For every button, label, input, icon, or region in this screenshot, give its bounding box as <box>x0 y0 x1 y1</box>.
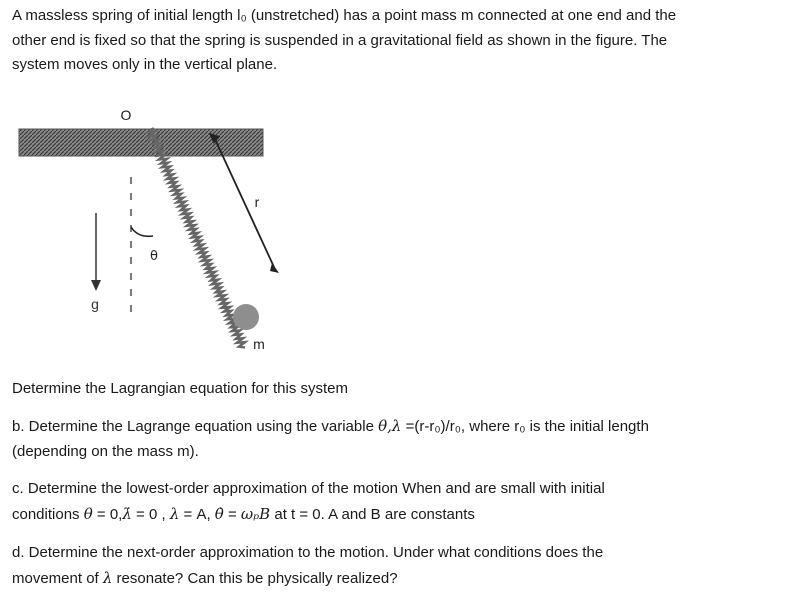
question-d-lambda: λ <box>102 568 113 587</box>
question-c-theta: θ <box>83 504 93 523</box>
gravity-label: g <box>91 296 99 312</box>
intro-line-1: A massless spring of initial length l₀ (unstretched) has a point mass m connected at one end and the <box>12 7 677 24</box>
point-mass <box>233 304 259 330</box>
question-a <box>12 377 772 402</box>
question-b-symbols: θ,λ <box>378 417 402 435</box>
question-b-part1: b. Determine the Lagrange equation using the variable <box>12 418 379 435</box>
angle-arc <box>131 227 153 236</box>
question-c-lambdadot: λ̇ <box>122 504 132 523</box>
question-c-line1: c. Determine the lowest-order approximation of the motion When and are small with initial <box>12 480 605 497</box>
intro-line-3: system moves only in the vertical plane. <box>12 56 278 73</box>
spring-coil <box>148 128 245 347</box>
question-c <box>12 477 772 527</box>
length-label: r <box>254 194 260 210</box>
question-d <box>12 541 772 591</box>
question-c-part6: at t = 0. A and B are constants <box>270 505 475 523</box>
mass-label: m <box>253 336 265 352</box>
question-c-omega: ωₚB <box>240 504 271 523</box>
angle-label: θ <box>150 249 158 264</box>
spring-pendulum-figure <box>0 95 300 365</box>
question-b-part2: =(r-r₀)/r₀, where r₀ is the initial length <box>401 418 649 435</box>
question-d-part1: movement of <box>12 569 103 587</box>
question-d-line1: d. Determine the next-order approximation to the motion. Under what conditions does the <box>12 544 604 561</box>
problem-statement <box>12 4 772 78</box>
question-c-part5: = <box>223 505 241 523</box>
question-c-part4: = A, <box>179 505 215 523</box>
question-c-part1: conditions <box>12 505 84 523</box>
question-c-thetadot: θ̇ <box>214 504 224 523</box>
intro-line-2: other end is fixed so that the spring is suspended in a gravitational field as shown in the figure. The <box>12 31 668 49</box>
question-b-line2: (depending on the mass m). <box>12 442 199 460</box>
question-b <box>12 414 772 464</box>
question-c-part2: = 0, <box>92 505 123 523</box>
question-c-lambda: λ <box>169 504 180 523</box>
question-d-part2: resonate? Can this be physically realized? <box>112 569 398 587</box>
origin-label: O <box>120 107 132 123</box>
ceiling <box>19 129 263 156</box>
length-arrow-head-bottom <box>270 263 279 273</box>
question-c-part3: = 0 , <box>131 505 170 523</box>
question-a-text: Determine the Lagrangian equation for this system <box>12 380 349 397</box>
gravity-arrow-head <box>91 280 101 291</box>
